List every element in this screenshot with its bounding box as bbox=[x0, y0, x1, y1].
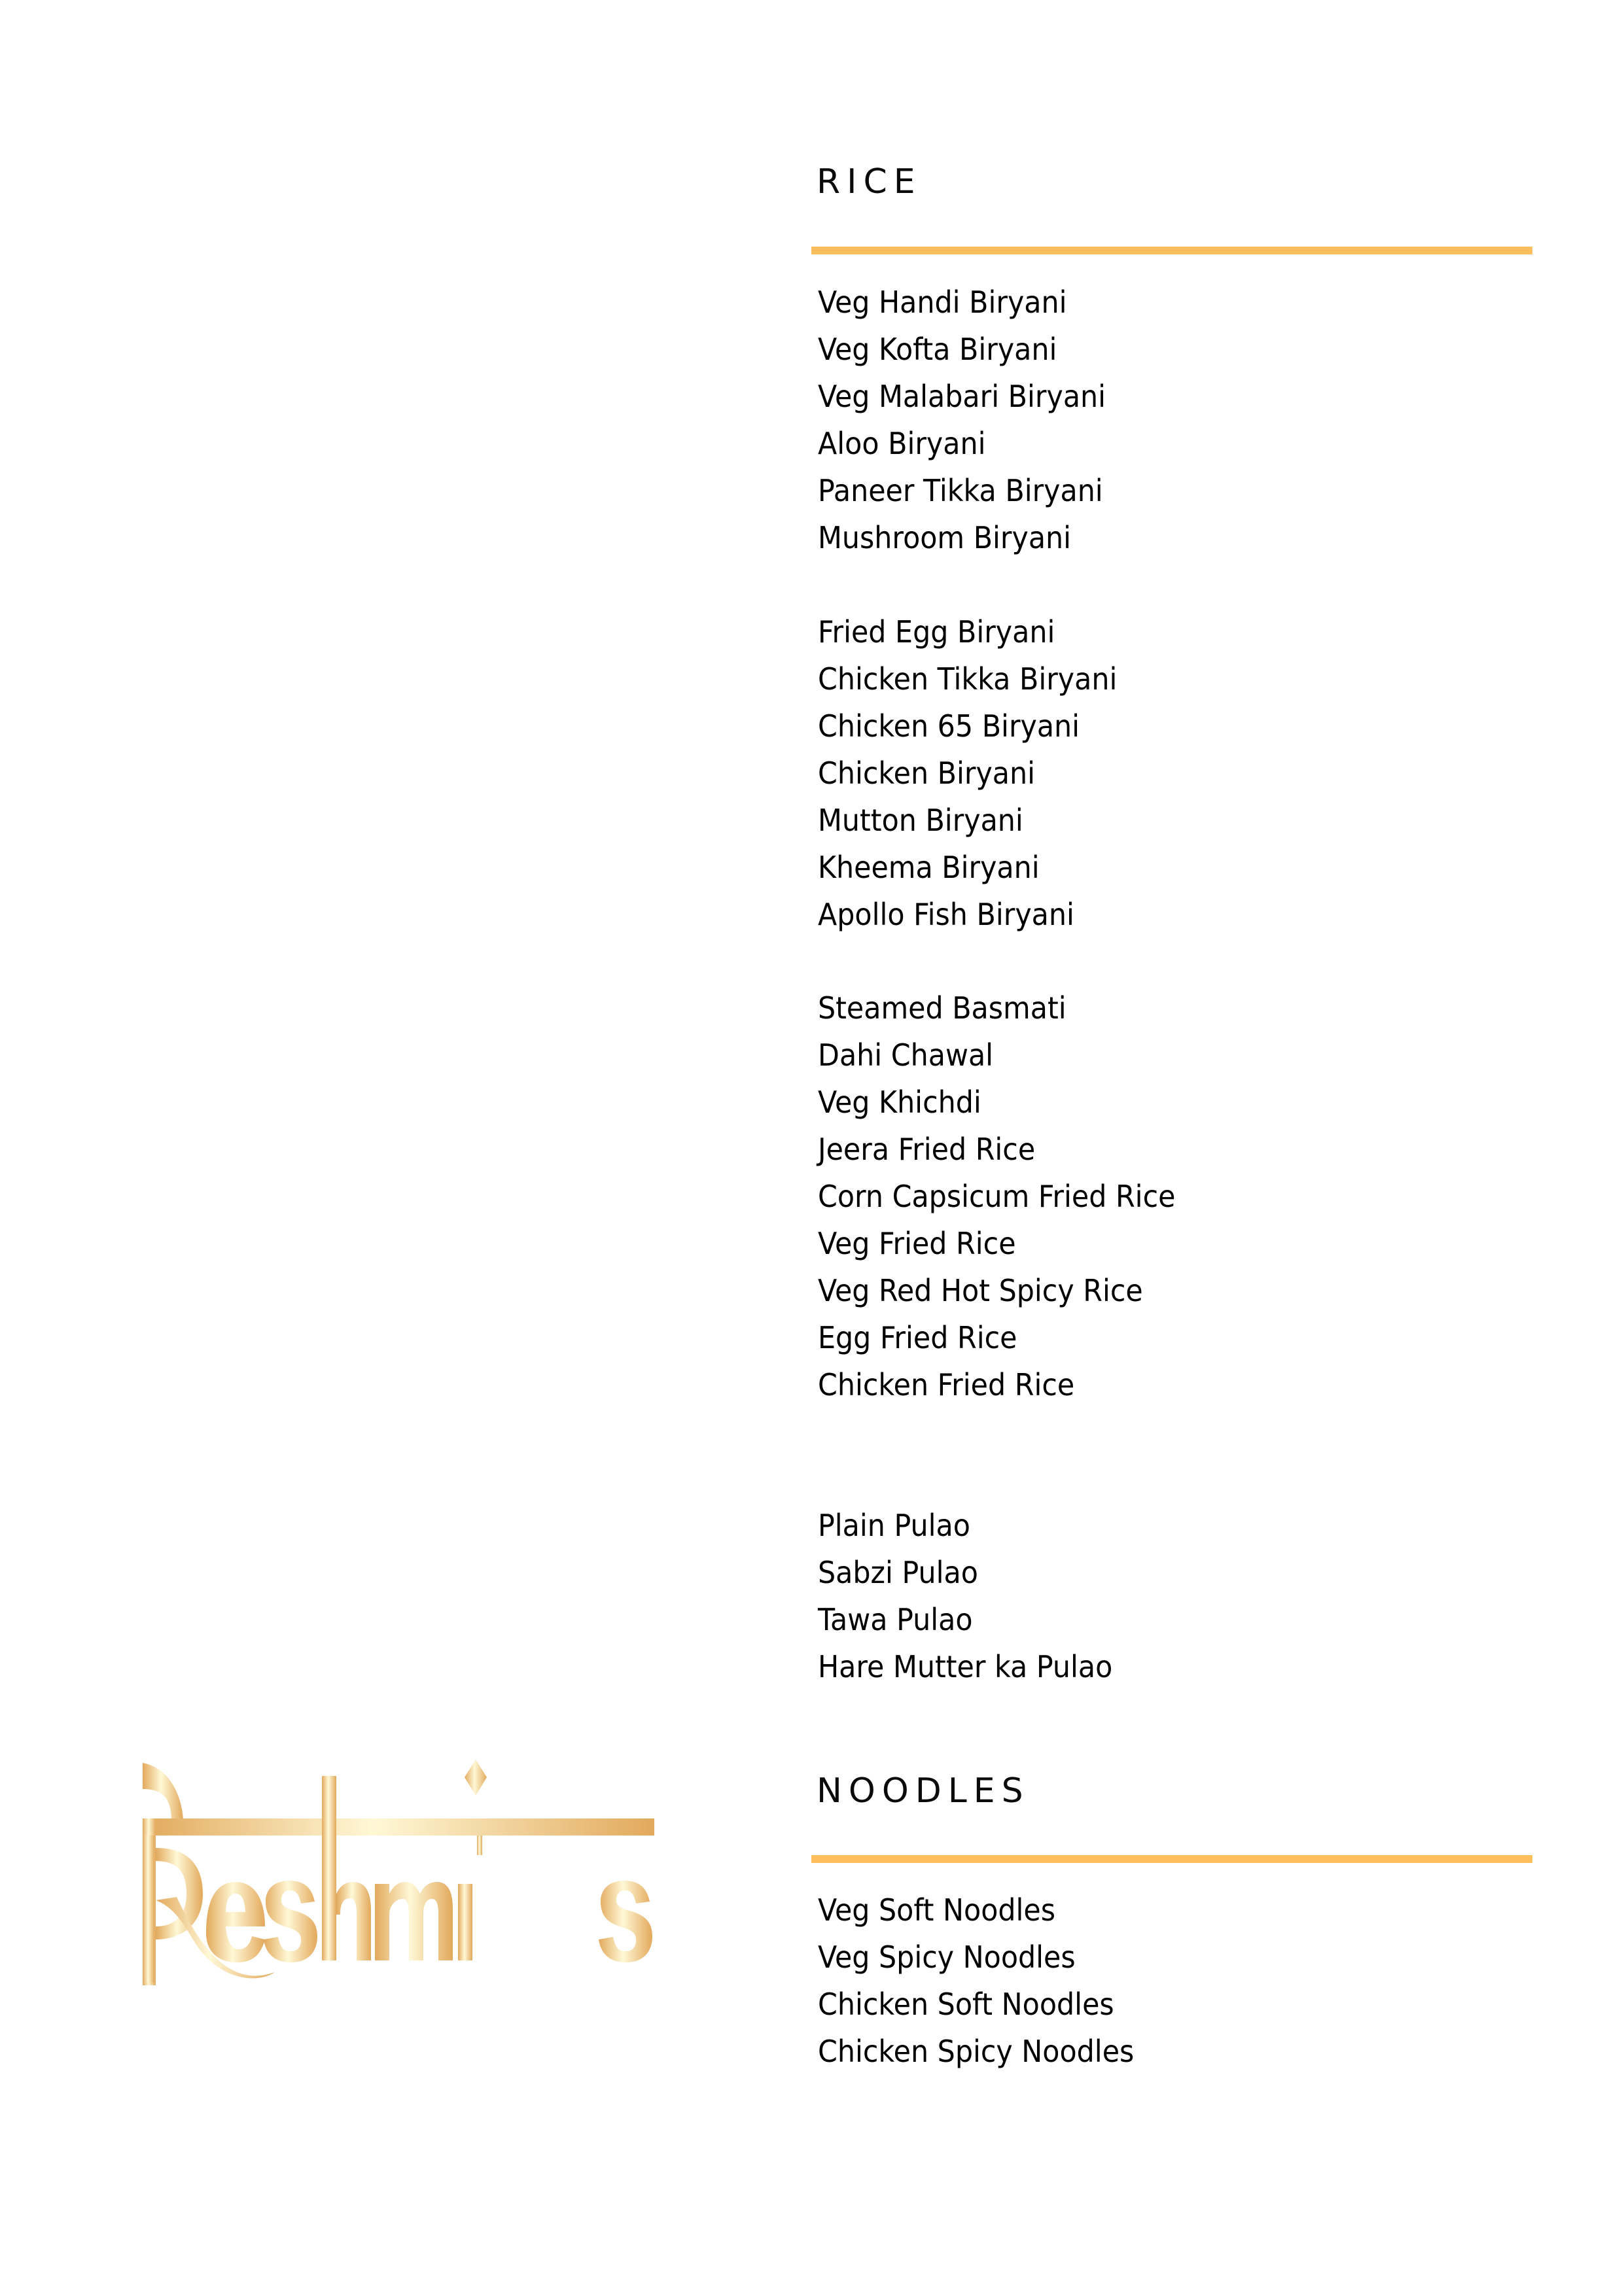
menu-group-noodles bbox=[818, 1887, 1158, 2075]
menu-item: Chicken Fried Rice bbox=[818, 1367, 1075, 1402]
menu-item: Tawa Pulao bbox=[818, 1602, 973, 1637]
menu-item: Fried Egg Biryani bbox=[818, 614, 1055, 650]
menu-item: Apollo Fish Biryani bbox=[818, 897, 1074, 932]
menu-item: Chicken Spicy Noodles bbox=[818, 2034, 1135, 2069]
menu-item: Chicken Soft Noodles bbox=[818, 1987, 1114, 2022]
section-title-noodles: NOODLES bbox=[817, 1771, 1030, 1811]
menu-item: Veg Red Hot Spicy Rice bbox=[818, 1273, 1143, 1308]
menu-item: Veg Spicy Noodles bbox=[818, 1939, 1076, 1975]
menu-item: Sabzi Pulao bbox=[818, 1555, 978, 1590]
menu-item: Veg Khichdi bbox=[818, 1085, 981, 1120]
menu-group-rice-dishes bbox=[818, 984, 1203, 1408]
menu-item: Egg Fried Rice bbox=[818, 1320, 1017, 1355]
menu-group-biryani-veg bbox=[818, 279, 1127, 561]
menu-item: Mutton Biryani bbox=[818, 803, 1023, 838]
menu-item: Hare Mutter ka Pulao bbox=[818, 1649, 1113, 1684]
menu-item: Veg Kofta Biryani bbox=[818, 332, 1057, 367]
logo-wordmark-icon bbox=[137, 1737, 661, 1985]
menu-item: Chicken Tikka Biryani bbox=[818, 661, 1118, 697]
section-divider-rice bbox=[811, 247, 1532, 254]
menu-item: Kheema Biryani bbox=[818, 850, 1040, 885]
menu-item: Aloo Biryani bbox=[818, 426, 986, 461]
menu-item: Chicken Biryani bbox=[818, 756, 1036, 791]
menu-item: Veg Fried Rice bbox=[818, 1226, 1016, 1261]
menu-item: Mushroom Biryani bbox=[818, 520, 1072, 555]
menu-group-biryani-nonveg bbox=[818, 608, 1140, 938]
section-divider-noodles bbox=[811, 1855, 1532, 1863]
menu-group-pulao bbox=[818, 1502, 1135, 1690]
menu-item: Dahi Chawal bbox=[818, 1037, 994, 1073]
menu-item: Jeera Fried Rice bbox=[818, 1132, 1036, 1167]
menu-item: Chicken 65 Biryani bbox=[818, 708, 1080, 744]
menu-item: Plain Pulao bbox=[818, 1508, 970, 1543]
section-title-rice: RICE bbox=[817, 162, 922, 201]
menu-item: Steamed Basmati bbox=[818, 990, 1067, 1026]
menu-item: Veg Soft Noodles bbox=[818, 1892, 1056, 1928]
reshmis-logo bbox=[137, 1737, 661, 1985]
menu-item: Corn Capsicum Fried Rice bbox=[818, 1179, 1176, 1214]
menu-item: Veg Handi Biryani bbox=[818, 285, 1067, 320]
menu-item: Paneer Tikka Biryani bbox=[818, 473, 1103, 508]
menu-item: Veg Malabari Biryani bbox=[818, 379, 1106, 414]
